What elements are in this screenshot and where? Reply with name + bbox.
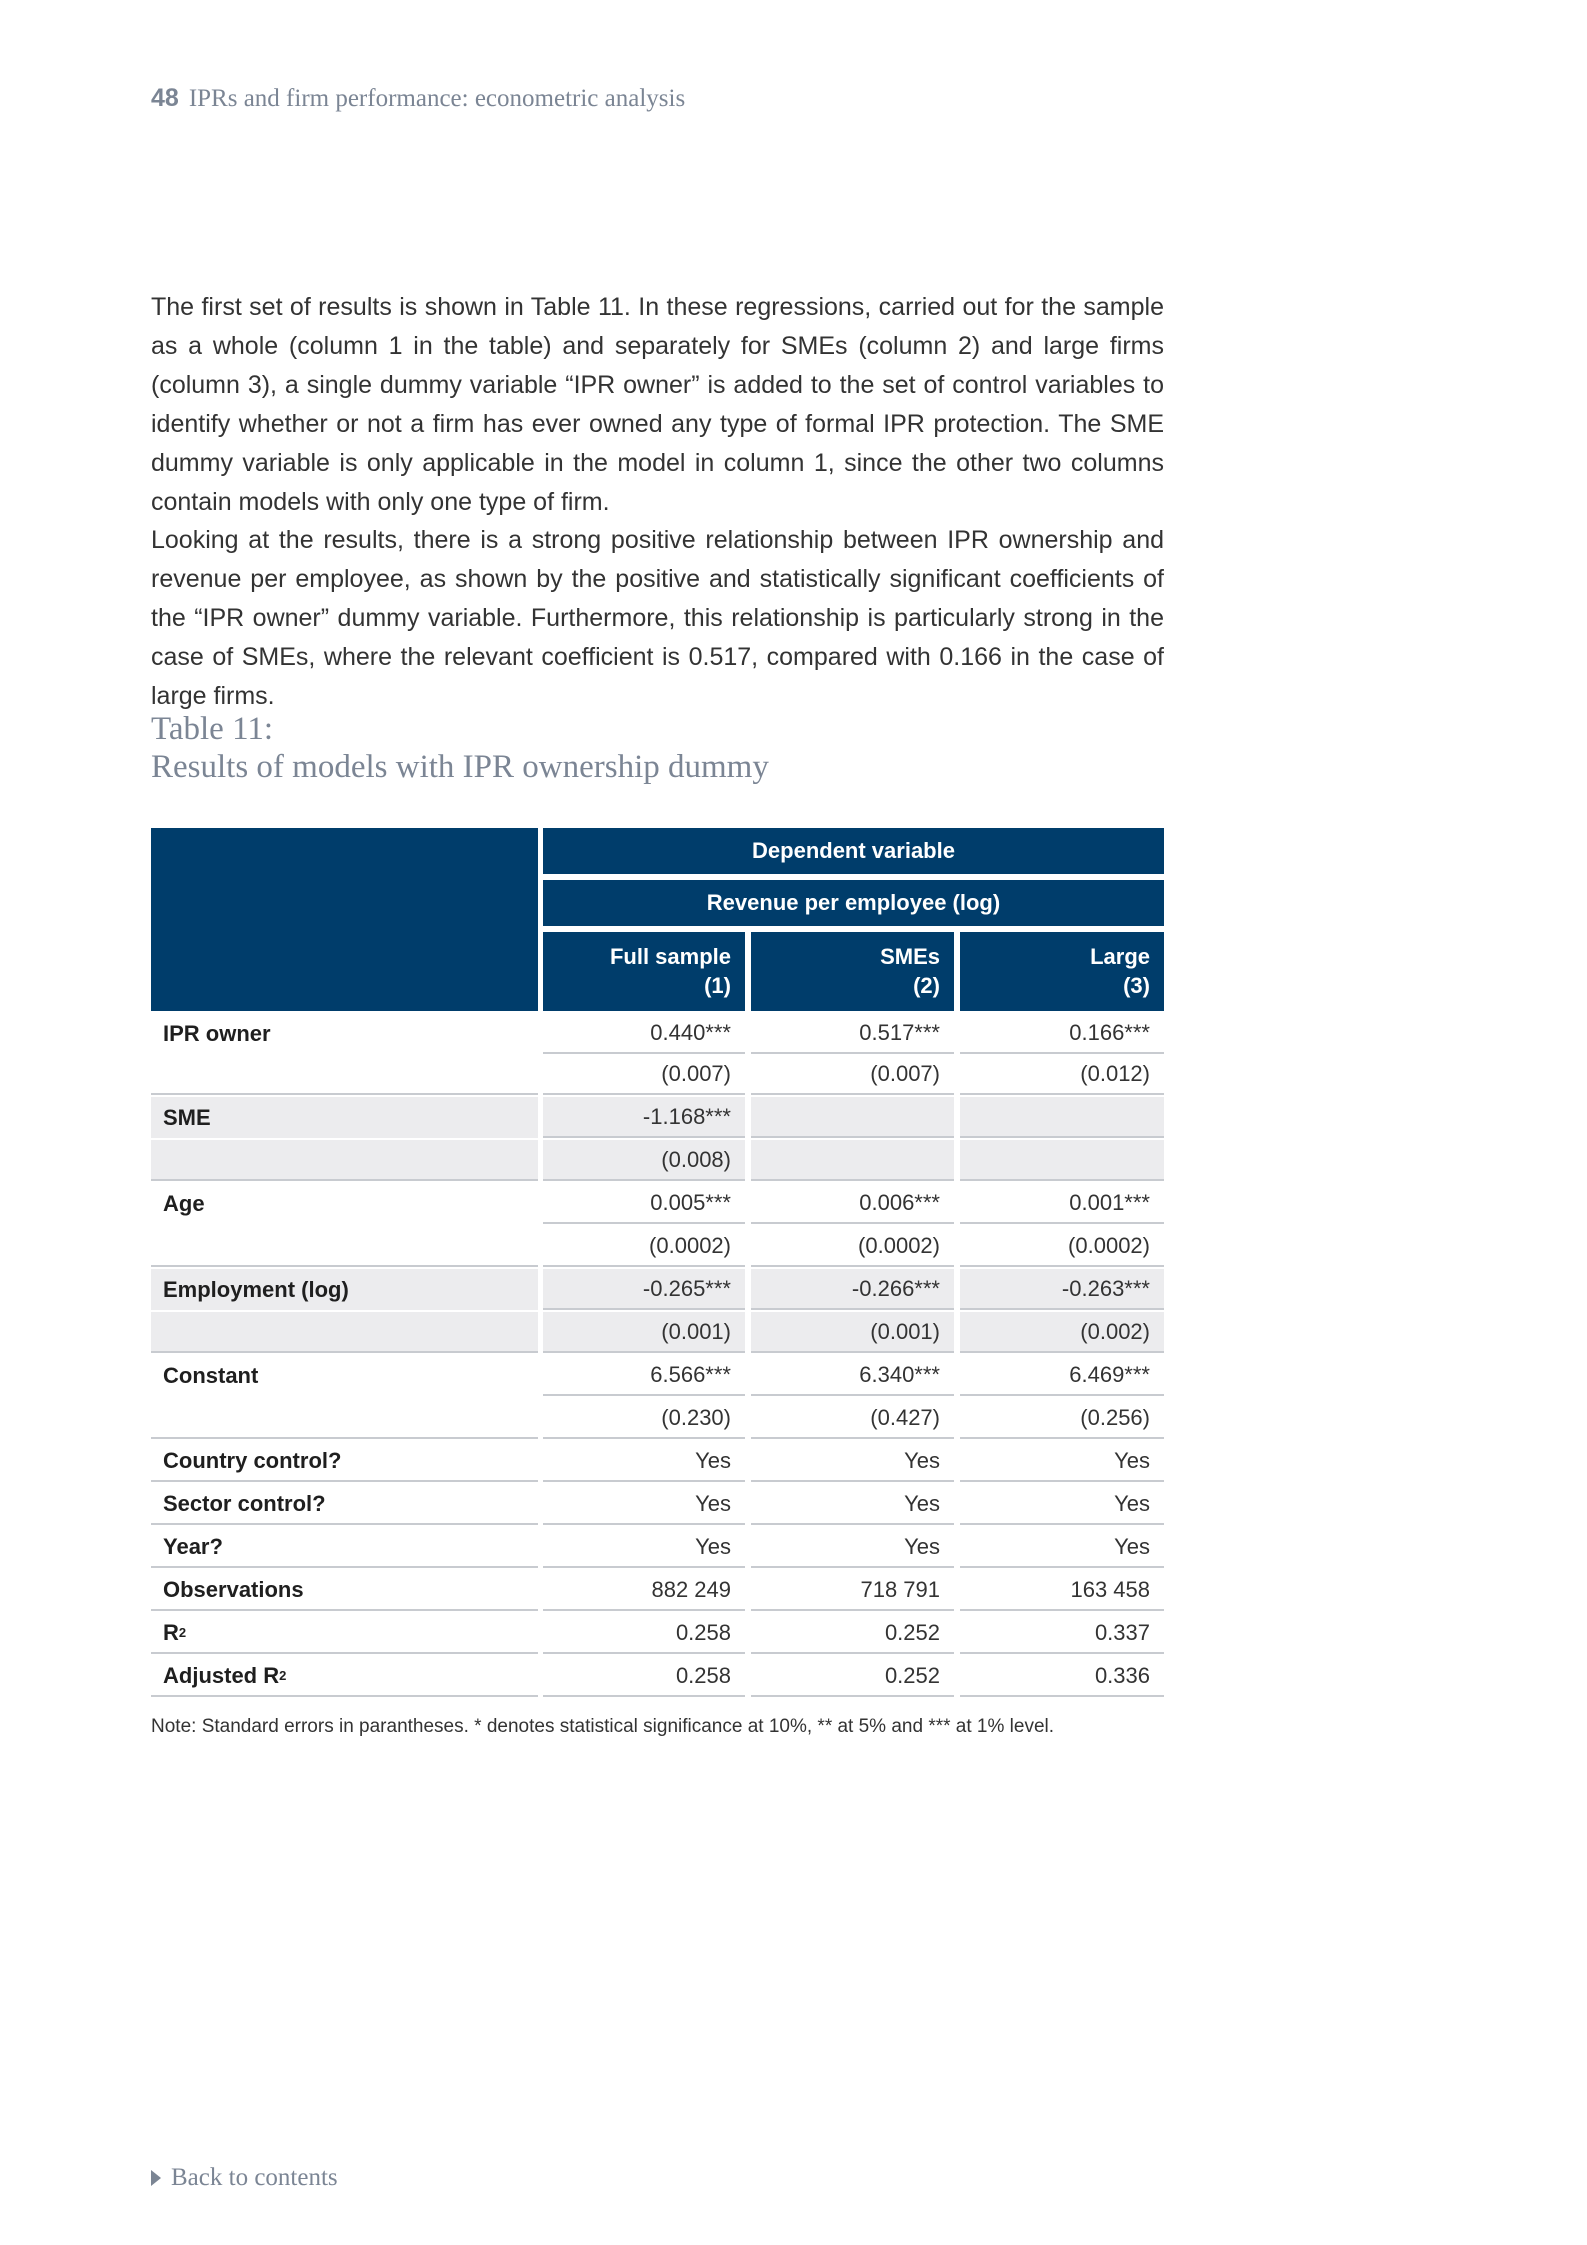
row-label (151, 1183, 538, 1224)
value-cell: Yes (543, 1484, 745, 1525)
column-name: SMEs (880, 944, 940, 969)
row-label-text: Constant (163, 1362, 259, 1388)
column-header-large (960, 932, 1164, 1011)
column-number: (2) (913, 973, 940, 998)
value-cell: -1.168*** (543, 1097, 745, 1138)
value-cell: 0.517*** (751, 1013, 954, 1054)
running-title: IPRs and firm performance: econometric analysis (188, 85, 686, 112)
value-cell: Yes (960, 1441, 1164, 1482)
value-cell: Yes (960, 1527, 1164, 1568)
table-row (151, 1441, 1164, 1484)
column-number: (3) (1123, 973, 1150, 998)
value-cell (751, 1097, 954, 1138)
value-cell: Yes (751, 1484, 954, 1525)
value-cell: (0.008) (543, 1140, 745, 1181)
table-row (151, 1613, 1164, 1656)
row-label (151, 1398, 538, 1439)
table-row (151, 1140, 1164, 1183)
play-triangle-icon (151, 2170, 161, 2186)
row-label-text: Employment (log) (163, 1276, 349, 1302)
value-cell: -0.263*** (960, 1269, 1164, 1310)
value-cell: (0.007) (751, 1054, 954, 1095)
row-label-text: Country control? (163, 1447, 342, 1473)
value-cell: 0.252 (751, 1656, 954, 1697)
table-body (151, 1011, 1164, 1699)
value-cell: 0.440*** (543, 1013, 745, 1054)
value-cell: Yes (543, 1441, 745, 1482)
value-cell: Yes (751, 1441, 954, 1482)
value-cell: (0.0002) (543, 1226, 745, 1267)
value-cell (751, 1140, 954, 1181)
row-label: Adjusted R 2 (151, 1656, 538, 1697)
column-header-full-sample (543, 932, 745, 1011)
value-cell: 882 249 (543, 1570, 745, 1611)
row-label (151, 1269, 538, 1310)
value-cell (960, 1097, 1164, 1138)
value-cell: 0.336 (960, 1656, 1164, 1697)
value-cell: 6.566*** (543, 1355, 745, 1396)
value-cell: 163 458 (960, 1570, 1164, 1611)
value-cell: 6.340*** (751, 1355, 954, 1396)
row-label (151, 1441, 538, 1482)
value-cell: (0.0002) (960, 1226, 1164, 1267)
paragraph-1: The first set of results is shown in Table 11. In these regressions, carried out for the sample as a whole (column 1 in the table) and separately for SMEs (column 2) and large firms (column 3), a single dummy variable “IPR owner” is added to the set of control variables to identify whether or not a firm has ever owned any type of formal IPR protection. The SME dummy variable is only applicable in the model in column 1, since the other two columns contain models with only one type of firm. (151, 293, 1164, 516)
table-header-corner (151, 828, 538, 1011)
row-label (151, 1013, 538, 1054)
row-label-text: R (163, 1619, 179, 1645)
value-cell (960, 1140, 1164, 1181)
value-cell: 6.469*** (960, 1355, 1164, 1396)
value-cell: 0.001*** (960, 1183, 1164, 1224)
table-title (151, 710, 769, 786)
column-name: Full sample (609, 944, 731, 969)
value-cell: 0.166*** (960, 1013, 1164, 1054)
table-row (151, 1269, 1164, 1312)
column-header-smes (751, 932, 954, 1011)
value-cell: Yes (960, 1484, 1164, 1525)
value-cell: 0.006*** (751, 1183, 954, 1224)
table-row (151, 1527, 1164, 1570)
column-name: Large (1090, 944, 1150, 969)
row-label (151, 1054, 538, 1095)
value-cell: 0.258 (543, 1656, 745, 1697)
row-label (151, 1097, 538, 1138)
back-link-label: Back to contents (171, 2164, 338, 2191)
page-header (151, 84, 685, 113)
table-row (151, 1484, 1164, 1527)
column-number: (1) (704, 973, 731, 998)
dependent-variable-header: Dependent variable (543, 828, 1164, 874)
row-label (151, 1312, 538, 1353)
row-label: R 2 (151, 1613, 538, 1654)
table-row (151, 1656, 1164, 1699)
value-cell: (0.007) (543, 1054, 745, 1095)
row-label-text: Sector control? (163, 1490, 326, 1516)
row-label (151, 1570, 538, 1611)
table-row (151, 1226, 1164, 1269)
table-row (151, 1398, 1164, 1441)
value-cell: Yes (751, 1527, 954, 1568)
page-number: 48 (151, 84, 179, 112)
table-caption: Results of models with IPR ownership dummy (151, 749, 769, 785)
value-cell: (0.001) (543, 1312, 745, 1353)
row-label (151, 1527, 538, 1568)
table-row (151, 1054, 1164, 1097)
table-row (151, 1011, 1164, 1054)
value-cell: Yes (543, 1527, 745, 1568)
table-row (151, 1570, 1164, 1613)
value-cell: (0.0002) (751, 1226, 954, 1267)
value-cell: 0.252 (751, 1613, 954, 1654)
value-cell: -0.265*** (543, 1269, 745, 1310)
row-label (151, 1355, 538, 1396)
row-label (151, 1140, 538, 1181)
table-note: Note: Standard errors in parantheses. * denotes statistical significance at 10%, ** at 5% and *** at 1% level. (151, 1716, 1055, 1737)
row-label (151, 1226, 538, 1267)
row-label-text: Age (163, 1190, 205, 1216)
table-row (151, 1312, 1164, 1355)
row-label-text: Observations (163, 1576, 304, 1602)
dependent-variable-name: Revenue per employee (log) (543, 880, 1164, 926)
row-label-text: Adjusted R (163, 1662, 280, 1688)
table-row (151, 1097, 1164, 1140)
row-label-text: SME (163, 1104, 211, 1130)
row-label-text: IPR owner (163, 1020, 271, 1046)
paragraph-2: Looking at the results, there is a strong positive relationship between IPR ownership and revenue per employee, as shown by the positive and statistically significant coefficients of the “IPR owner” dummy variable. Furthermore, this relationship is particularly strong in the case of SMEs, where the relevant coefficient is 0.517, compared with 0.166 in the case of large firms. (151, 526, 1164, 710)
value-cell: 718 791 (751, 1570, 954, 1611)
value-cell: (0.256) (960, 1398, 1164, 1439)
value-cell: 0.337 (960, 1613, 1164, 1654)
row-label-text: Year? (163, 1533, 223, 1559)
value-cell: (0.427) (751, 1398, 954, 1439)
value-cell: -0.266*** (751, 1269, 954, 1310)
value-cell: (0.001) (751, 1312, 954, 1353)
value-cell: 0.005*** (543, 1183, 745, 1224)
value-cell: (0.230) (543, 1398, 745, 1439)
table-number: Table 11: (151, 711, 274, 747)
value-cell: 0.258 (543, 1613, 745, 1654)
value-cell: (0.002) (960, 1312, 1164, 1353)
table-row (151, 1183, 1164, 1226)
row-label (151, 1484, 538, 1525)
back-to-contents-link[interactable] (151, 2164, 338, 2192)
value-cell: (0.012) (960, 1054, 1164, 1095)
table-row (151, 1355, 1164, 1398)
